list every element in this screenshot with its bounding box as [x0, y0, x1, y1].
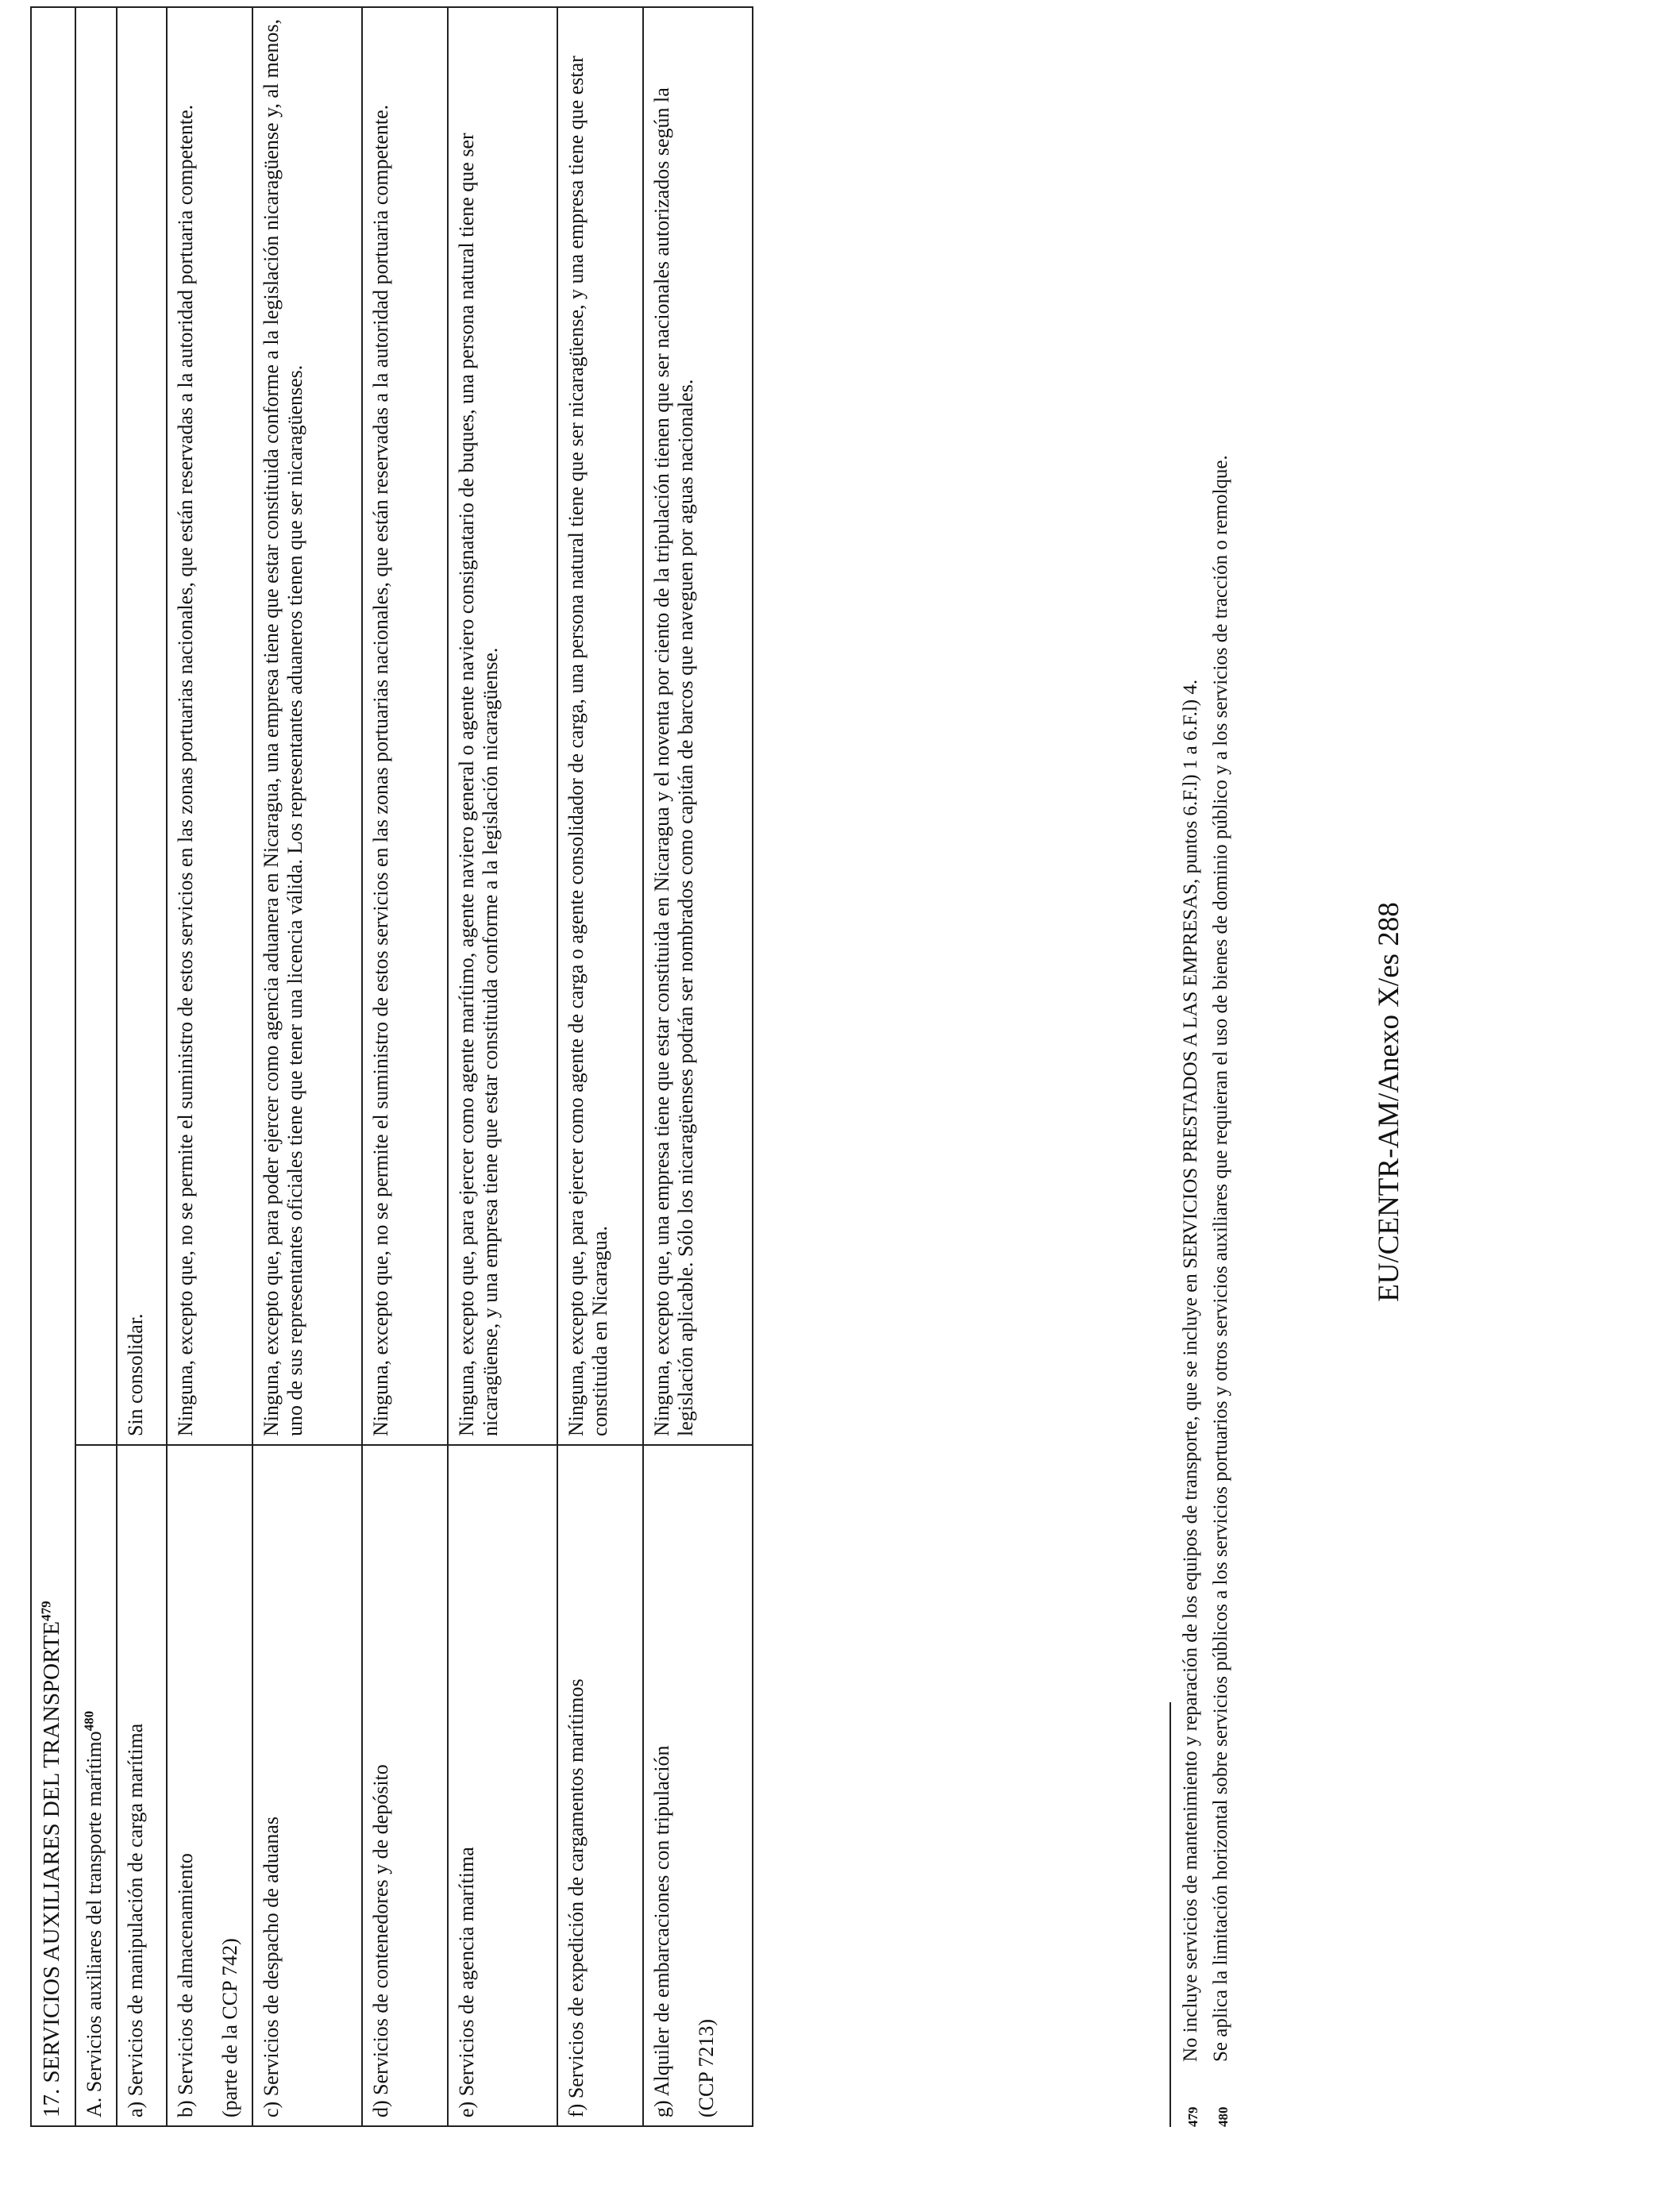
service-cell [117, 1445, 167, 2126]
table-row [117, 7, 167, 2126]
table-row [167, 7, 252, 2126]
service-cell [448, 1445, 557, 2126]
service-cell [557, 1445, 643, 2126]
service-name: b) Servicios de almacenamiento [174, 1853, 197, 2117]
service-name: c) Servicios de despacho de aduanas [260, 1816, 283, 2117]
section-title: 17. SERVICIOS AUXILIARES DEL TRANSPORTE [39, 1620, 64, 2117]
table-row [643, 7, 753, 2126]
footnote-ref: 479 [38, 1601, 54, 1621]
table-row [448, 7, 557, 2126]
footnote-ref: 480 [81, 1710, 97, 1732]
service-classification: (parte de la CCP 742) [218, 1938, 241, 2117]
footnote-text: No incluye servicios de mantenimiento y reparación de los equipos de transporte, que se incluye en SERVICIOS PRESTADOS A LAS EMPRESAS, puntos 6.F.l) 1 a 6.F.l) 4. [1180, 679, 1201, 2062]
service-cell [362, 1445, 448, 2126]
footnote-divider [1169, 1702, 1171, 2127]
limitation-cell: Ninguna, excepto que, no se permite el suministro de estos servicios en las zonas portuarias nacionales, que están reservadas a la autoridad portuaria competente. [362, 7, 448, 1445]
limitation-cell: Sin consolidar. [117, 7, 167, 1445]
section-title-cell [31, 7, 75, 2126]
service-name: f) Servicios de expedición de cargamentos marítimos [564, 1678, 588, 2117]
service-cell [252, 1445, 362, 2126]
service-name: d) Servicios de contenedores y de depósito [369, 1764, 392, 2117]
footnote-number: 480 [1216, 2106, 1231, 2127]
commitments-table [30, 6, 753, 2127]
footnote-number: 479 [1185, 2106, 1200, 2127]
limitation-cell: Ninguna, excepto que, una empresa tiene que estar constituida en Nicaragua y el noventa por ciento de la tripulación tienen que ser nacionales autorizados según la legislación aplicable. Sólo los nicaragüenses podrán ser nombrados como capitán de barcos que naveguen por aguas nacionales. [643, 7, 753, 1445]
footnotes [1169, 301, 1239, 2127]
footnote [1209, 301, 1235, 2127]
limitation-cell: Ninguna, excepto que, para poder ejercer como agencia aduanera en Nicaragua, una empresa tiene que estar constituida conforme a la legislación nicaragüense y, al menos, uno de sus representantes oficiales tiene que tener una licencia válida. Los representantes aduaneros tienen que ser nicaragüenses. [252, 7, 362, 1445]
limitation-cell: Ninguna, excepto que, para ejercer como agente de carga o agente consolidador de carga, una persona natural tiene que ser nicaragüense, y una empresa tiene que estar constituida en Nicaragua. [557, 7, 643, 1445]
service-name: a) Servicios de manipulación de carga marítima [124, 1723, 147, 2117]
service-cell [167, 1445, 252, 2126]
footnote [1179, 301, 1204, 2127]
table-row [362, 7, 448, 2126]
table-row [31, 7, 75, 2126]
table-row [75, 7, 117, 2126]
table-row [252, 7, 362, 2126]
service-classification: (CCP 7213) [695, 2019, 718, 2117]
service-name: e) Servicios de agencia marítima [455, 1847, 478, 2117]
subheading-cell [75, 1445, 117, 2126]
footnote-text: Se aplica la limitación horizontal sobre servicios públicos a los servicios portuarios y otros servicios auxiliares que requieran el uso de bienes de dominio público y a los servicios de tracción o remolque. [1210, 455, 1231, 2062]
document-reference: EU/CENTR-AM/Anexo X/es 288 [1373, 902, 1405, 1302]
service-cell [643, 1445, 753, 2126]
limitation-cell: Ninguna, excepto que, para ejercer como agente marítimo, agente naviero general o agente naviero consignatario de buques, una persona natural tiene que ser nicaragüense, y una empresa tiene que estar constituida conforme a la legislación nicaragüense. [448, 7, 557, 1445]
limitation-cell: Ninguna, excepto que, no se permite el suministro de estos servicios en las zonas portuarias nacionales, que están reservadas a la autoridad portuaria competente. [167, 7, 252, 1445]
subheading: A. Servicios auxiliares del transporte marítimo [83, 1731, 106, 2117]
table-row [557, 7, 643, 2126]
empty-cell [75, 7, 117, 1445]
service-name: g) Alquiler de embarcaciones con tripulación [650, 1745, 673, 2117]
